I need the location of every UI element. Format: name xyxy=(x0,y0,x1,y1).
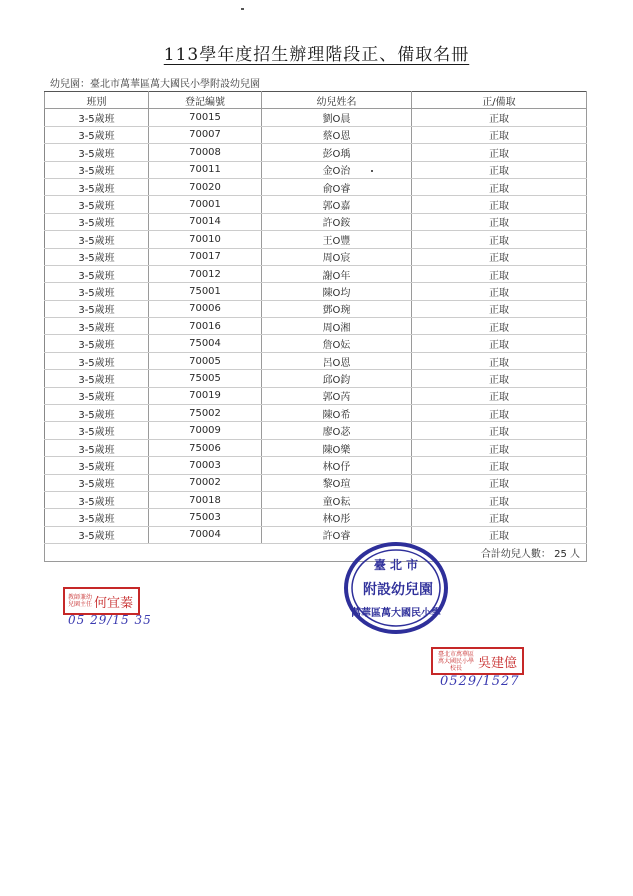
row-status: 正取 xyxy=(412,405,587,422)
row-child-name: 謝O年 xyxy=(262,265,412,282)
enrollment-table xyxy=(44,91,587,562)
row-status: 正取 xyxy=(412,231,587,248)
table-row xyxy=(45,474,587,491)
row-status: 正取 xyxy=(412,509,587,526)
table-row xyxy=(45,213,587,230)
row-child-name: 林O伃 xyxy=(262,457,412,474)
row-registration-no: 70005 xyxy=(149,352,262,369)
scan-speck xyxy=(241,8,244,10)
row-registration-no: 75001 xyxy=(149,283,262,300)
row-registration-no: 70003 xyxy=(149,457,262,474)
table-row xyxy=(45,491,587,508)
row-class: 3-5歲班 xyxy=(45,474,149,491)
row-status: 正取 xyxy=(412,126,587,143)
row-class: 3-5歲班 xyxy=(45,387,149,404)
row-class: 3-5歲班 xyxy=(45,126,149,143)
row-class: 3-5歲班 xyxy=(45,422,149,439)
table-row xyxy=(45,109,587,126)
row-registration-no: 70008 xyxy=(149,144,262,161)
row-class: 3-5歲班 xyxy=(45,318,149,335)
table-row xyxy=(45,422,587,439)
row-registration-no: 70017 xyxy=(149,248,262,265)
row-class: 3-5歲班 xyxy=(45,248,149,265)
row-status: 正取 xyxy=(412,335,587,352)
row-child-name: 陳O均 xyxy=(262,283,412,300)
row-status: 正取 xyxy=(412,248,587,265)
row-child-name: 許O睿 xyxy=(262,526,412,543)
principal-name-stamp xyxy=(431,647,524,675)
row-child-name: 劉O晨 xyxy=(262,109,412,126)
row-child-name: 詹O妘 xyxy=(262,335,412,352)
header-child-name: 幼兒姓名 xyxy=(262,92,412,109)
row-child-name: 蔡O恩 xyxy=(262,126,412,143)
row-registration-no: 70014 xyxy=(149,213,262,230)
table-row xyxy=(45,283,587,300)
table-row xyxy=(45,265,587,282)
row-registration-no: 75003 xyxy=(149,509,262,526)
seal-top-text: 臺 北 市 xyxy=(373,558,419,572)
row-registration-no: 70007 xyxy=(149,126,262,143)
row-child-name: 邱O鈞 xyxy=(262,370,412,387)
row-child-name: 廖O苾 xyxy=(262,422,412,439)
row-class: 3-5歲班 xyxy=(45,405,149,422)
row-status: 正取 xyxy=(412,213,587,230)
row-class: 3-5歲班 xyxy=(45,370,149,387)
row-registration-no: 70016 xyxy=(149,318,262,335)
header-status: 正/備取 xyxy=(412,92,587,109)
row-child-name: 林O彤 xyxy=(262,509,412,526)
row-status: 正取 xyxy=(412,161,587,178)
principal-handwritten-date: 0529/1527 xyxy=(440,674,520,689)
school-seal xyxy=(343,541,449,635)
row-registration-no: 75006 xyxy=(149,439,262,456)
table-row xyxy=(45,178,587,195)
row-registration-no: 70009 xyxy=(149,422,262,439)
table-row xyxy=(45,370,587,387)
row-child-name: 郭O芮 xyxy=(262,387,412,404)
row-registration-no: 70001 xyxy=(149,196,262,213)
row-child-name: 陳O希 xyxy=(262,405,412,422)
row-status: 正取 xyxy=(412,439,587,456)
table-row xyxy=(45,387,587,404)
row-status: 正取 xyxy=(412,474,587,491)
row-child-name: 童O耘 xyxy=(262,491,412,508)
row-child-name: 彭O瑀 xyxy=(262,144,412,161)
row-status: 正取 xyxy=(412,457,587,474)
row-child-name: 郭O嘉 xyxy=(262,196,412,213)
row-child-name: 金O治 xyxy=(262,161,412,178)
row-child-name: 周O湘 xyxy=(262,318,412,335)
table-row xyxy=(45,126,587,143)
header-registration-no: 登記編號 xyxy=(149,92,262,109)
row-registration-no: 70006 xyxy=(149,300,262,317)
table-row xyxy=(45,248,587,265)
teacher-title: 教師兼幼兒園主任 xyxy=(68,594,93,608)
row-registration-no: 75002 xyxy=(149,405,262,422)
row-class: 3-5歲班 xyxy=(45,196,149,213)
row-registration-no: 70002 xyxy=(149,474,262,491)
row-class: 3-5歲班 xyxy=(45,178,149,195)
table-header-row xyxy=(45,92,587,109)
row-child-name: 周O宸 xyxy=(262,248,412,265)
row-class: 3-5歲班 xyxy=(45,439,149,456)
table-row xyxy=(45,405,587,422)
table-row xyxy=(45,161,587,178)
table-row xyxy=(45,196,587,213)
row-class: 3-5歲班 xyxy=(45,335,149,352)
kindergarten-name: 幼兒園：臺北市萬華區萬大國民小學附設幼兒園 xyxy=(50,79,260,90)
header-class: 班別 xyxy=(45,92,149,109)
teacher-name: 何宜蓁 xyxy=(94,595,134,611)
row-registration-no: 70004 xyxy=(149,526,262,543)
row-child-name: 鄧O琬 xyxy=(262,300,412,317)
table-row xyxy=(45,509,587,526)
row-status: 正取 xyxy=(412,178,587,195)
total-count: 合計幼兒人數： 25 人 xyxy=(45,544,587,561)
row-class: 3-5歲班 xyxy=(45,283,149,300)
row-child-name: 黎O瑄 xyxy=(262,474,412,491)
table-row xyxy=(45,300,587,317)
row-registration-no: 70019 xyxy=(149,387,262,404)
table-row xyxy=(45,352,587,369)
row-status: 正取 xyxy=(412,265,587,282)
row-registration-no: 70010 xyxy=(149,231,262,248)
table-row xyxy=(45,231,587,248)
row-registration-no: 75005 xyxy=(149,370,262,387)
row-status: 正取 xyxy=(412,196,587,213)
row-child-name: 呂O恩 xyxy=(262,352,412,369)
table-row xyxy=(45,457,587,474)
row-class: 3-5歲班 xyxy=(45,161,149,178)
row-class: 3-5歲班 xyxy=(45,300,149,317)
row-status: 正取 xyxy=(412,526,587,543)
row-child-name: 王O豐 xyxy=(262,231,412,248)
seal-middle-text: 附設幼兒園 xyxy=(363,582,433,598)
row-class: 3-5歲班 xyxy=(45,265,149,282)
row-status: 正取 xyxy=(412,422,587,439)
table-row xyxy=(45,335,587,352)
row-registration-no: 75004 xyxy=(149,335,262,352)
table-row xyxy=(45,144,587,161)
row-class: 3-5歲班 xyxy=(45,509,149,526)
row-status: 正取 xyxy=(412,300,587,317)
row-child-name: 俞O睿 xyxy=(262,178,412,195)
row-registration-no: 70012 xyxy=(149,265,262,282)
principal-name: 吳建億 xyxy=(478,655,518,671)
table-row xyxy=(45,439,587,456)
seal-bottom-text: 萬華區萬大國民小學 xyxy=(351,608,441,619)
row-status: 正取 xyxy=(412,370,587,387)
row-class: 3-5歲班 xyxy=(45,213,149,230)
row-status: 正取 xyxy=(412,144,587,161)
row-status: 正取 xyxy=(412,109,587,126)
row-class: 3-5歲班 xyxy=(45,144,149,161)
row-class: 3-5歲班 xyxy=(45,526,149,543)
row-status: 正取 xyxy=(412,491,587,508)
row-status: 正取 xyxy=(412,283,587,300)
row-class: 3-5歲班 xyxy=(45,231,149,248)
document-title: 113學年度招生辦理階段正、備取名冊 xyxy=(163,45,470,65)
row-registration-no: 70011 xyxy=(149,161,262,178)
row-status: 正取 xyxy=(412,318,587,335)
row-registration-no: 70018 xyxy=(149,491,262,508)
principal-title: 臺北市萬華區萬大國民小學校長 xyxy=(437,650,474,672)
row-registration-no: 70015 xyxy=(149,109,262,126)
row-status: 正取 xyxy=(412,387,587,404)
table-row xyxy=(45,318,587,335)
row-class: 3-5歲班 xyxy=(45,491,149,508)
row-class: 3-5歲班 xyxy=(45,352,149,369)
teacher-handwritten-date: 05 29/15 35 xyxy=(68,613,152,627)
row-child-name: 陳O樂 xyxy=(262,439,412,456)
row-child-name: 許O銨 xyxy=(262,213,412,230)
row-status: 正取 xyxy=(412,352,587,369)
total-row xyxy=(45,544,587,561)
row-registration-no: 70020 xyxy=(149,178,262,195)
table-row xyxy=(45,526,587,543)
row-class: 3-5歲班 xyxy=(45,109,149,126)
row-class: 3-5歲班 xyxy=(45,457,149,474)
teacher-name-stamp xyxy=(63,587,140,615)
